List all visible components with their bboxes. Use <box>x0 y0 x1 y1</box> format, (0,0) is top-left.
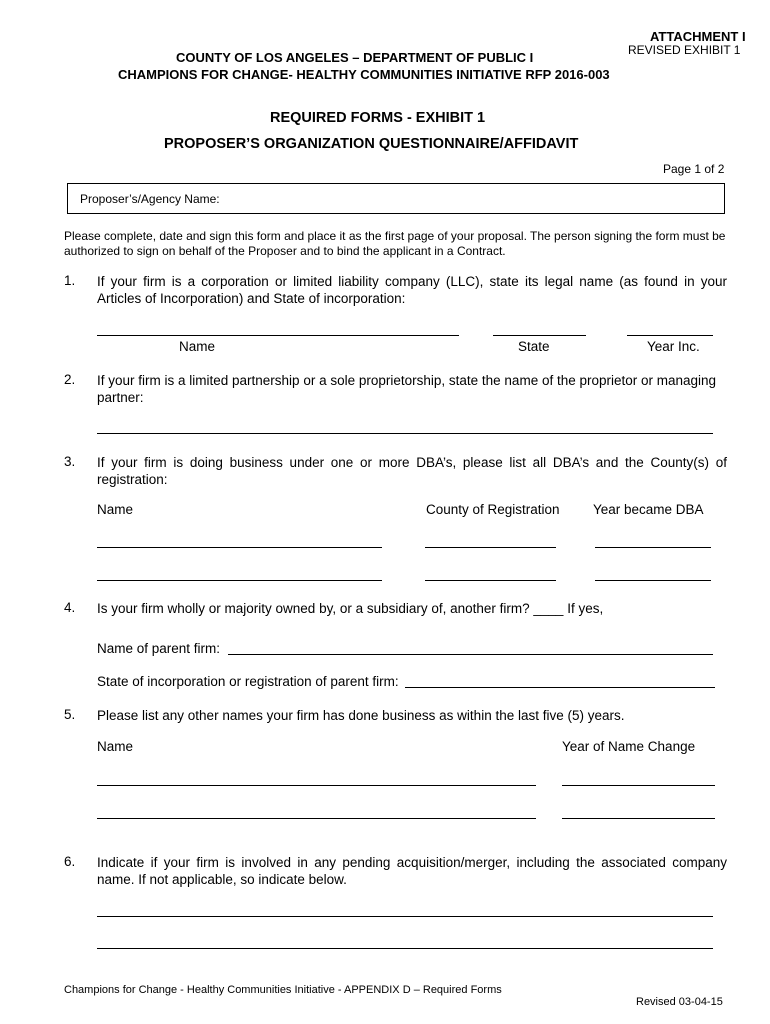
footer-text: Champions for Change - Healthy Communities Initiative - APPENDIX D – Required Forms <box>64 984 502 996</box>
q5-name-label: Name <box>97 739 134 754</box>
q3-year-field-2[interactable] <box>595 580 711 581</box>
q2-proprietor-field[interactable] <box>97 433 713 434</box>
q4-parent-state-label: State of incorporation or registration of parent firm: <box>97 674 399 689</box>
question-2-text: If your firm is a limited partnership or a sole proprietorship, state the name of the proprietor or managing partner: <box>97 373 717 405</box>
q6-merger-field-1[interactable] <box>97 916 713 917</box>
q1-year-field[interactable] <box>627 335 713 336</box>
q1-name-label: Name <box>179 339 216 354</box>
page-number: Page 1 of 2 <box>663 162 725 176</box>
q3-county-label: County of Registration <box>426 502 560 517</box>
attachment-label: ATTACHMENT I <box>650 29 746 44</box>
question-1-text: If your firm is a corporation or limited liability company (LLC), state its legal name (as found in your Articles of Incorporation) and State of incorporation: <box>97 274 727 306</box>
agency-name-box[interactable] <box>67 183 725 214</box>
question-number: 3. <box>64 454 76 469</box>
q3-county-field-2[interactable] <box>425 580 556 581</box>
question-number: 4. <box>64 600 76 615</box>
q1-state-label: State <box>518 339 550 354</box>
q6-merger-field-2[interactable] <box>97 948 713 949</box>
document-title-line1: COUNTY OF LOS ANGELES – DEPARTMENT OF PUBLIC I <box>176 50 534 65</box>
q3-dba-name-field-1[interactable] <box>97 547 382 548</box>
q4-parent-name-field[interactable] <box>228 654 713 655</box>
q4-parent-state-field[interactable] <box>405 687 715 688</box>
forms-title: REQUIRED FORMS - EXHIBIT 1 <box>270 110 486 126</box>
question-number: 1. <box>64 273 76 288</box>
agency-name-label: Proposer’s/Agency Name: <box>80 192 220 206</box>
q3-name-label: Name <box>97 502 134 517</box>
document-title-line2: CHAMPIONS FOR CHANGE- HEALTHY COMMUNITIES INITIATIVE RFP 2016-003 <box>118 67 610 82</box>
q3-county-field-1[interactable] <box>425 547 556 548</box>
questionnaire-title: PROPOSER’S ORGANIZATION QUESTIONNAIRE/AFFIDAVIT <box>164 136 579 152</box>
q5-year-field-2[interactable] <box>562 818 715 819</box>
question-number: 6. <box>64 854 76 869</box>
question-4-text: Is your firm wholly or majority owned by, or a subsidiary of, another firm? ____ If yes, <box>97 601 604 616</box>
revised-exhibit-label: REVISED EXHIBIT 1 <box>628 43 741 57</box>
q5-year-label: Year of Name Change <box>562 739 696 754</box>
q1-year-label: Year Inc. <box>647 339 700 354</box>
question-6-text: Indicate if your firm is involved in any pending acquisition/merger, including the associated company name. If not applicable, so indicate below. <box>97 855 727 887</box>
q4-parent-name-label: Name of parent firm: <box>97 641 221 656</box>
q5-other-name-field-2[interactable] <box>97 818 536 819</box>
q5-other-name-field-1[interactable] <box>97 785 536 786</box>
question-5-text: Please list any other names your firm has done business as within the last five (5) years. <box>97 708 625 723</box>
q5-year-field-1[interactable] <box>562 785 715 786</box>
q1-state-field[interactable] <box>493 335 586 336</box>
question-number: 5. <box>64 707 76 722</box>
revision-date: Revised 03-04-15 <box>636 996 723 1008</box>
question-number: 2. <box>64 372 76 387</box>
q1-name-field[interactable] <box>97 335 459 336</box>
q3-year-field-1[interactable] <box>595 547 711 548</box>
q3-dba-name-field-2[interactable] <box>97 580 382 581</box>
question-3-text: If your firm is doing business under one or more DBA’s, please list all DBA’s and the County(s) of registration: <box>97 455 727 487</box>
q3-year-label: Year became DBA <box>593 502 704 517</box>
instructions-text: Please complete, date and sign this form and place it as the first page of your proposal. The person signing the form must be authorized to sign on behalf of the Proposer and to bind the applicant in a Contract. <box>64 229 726 258</box>
